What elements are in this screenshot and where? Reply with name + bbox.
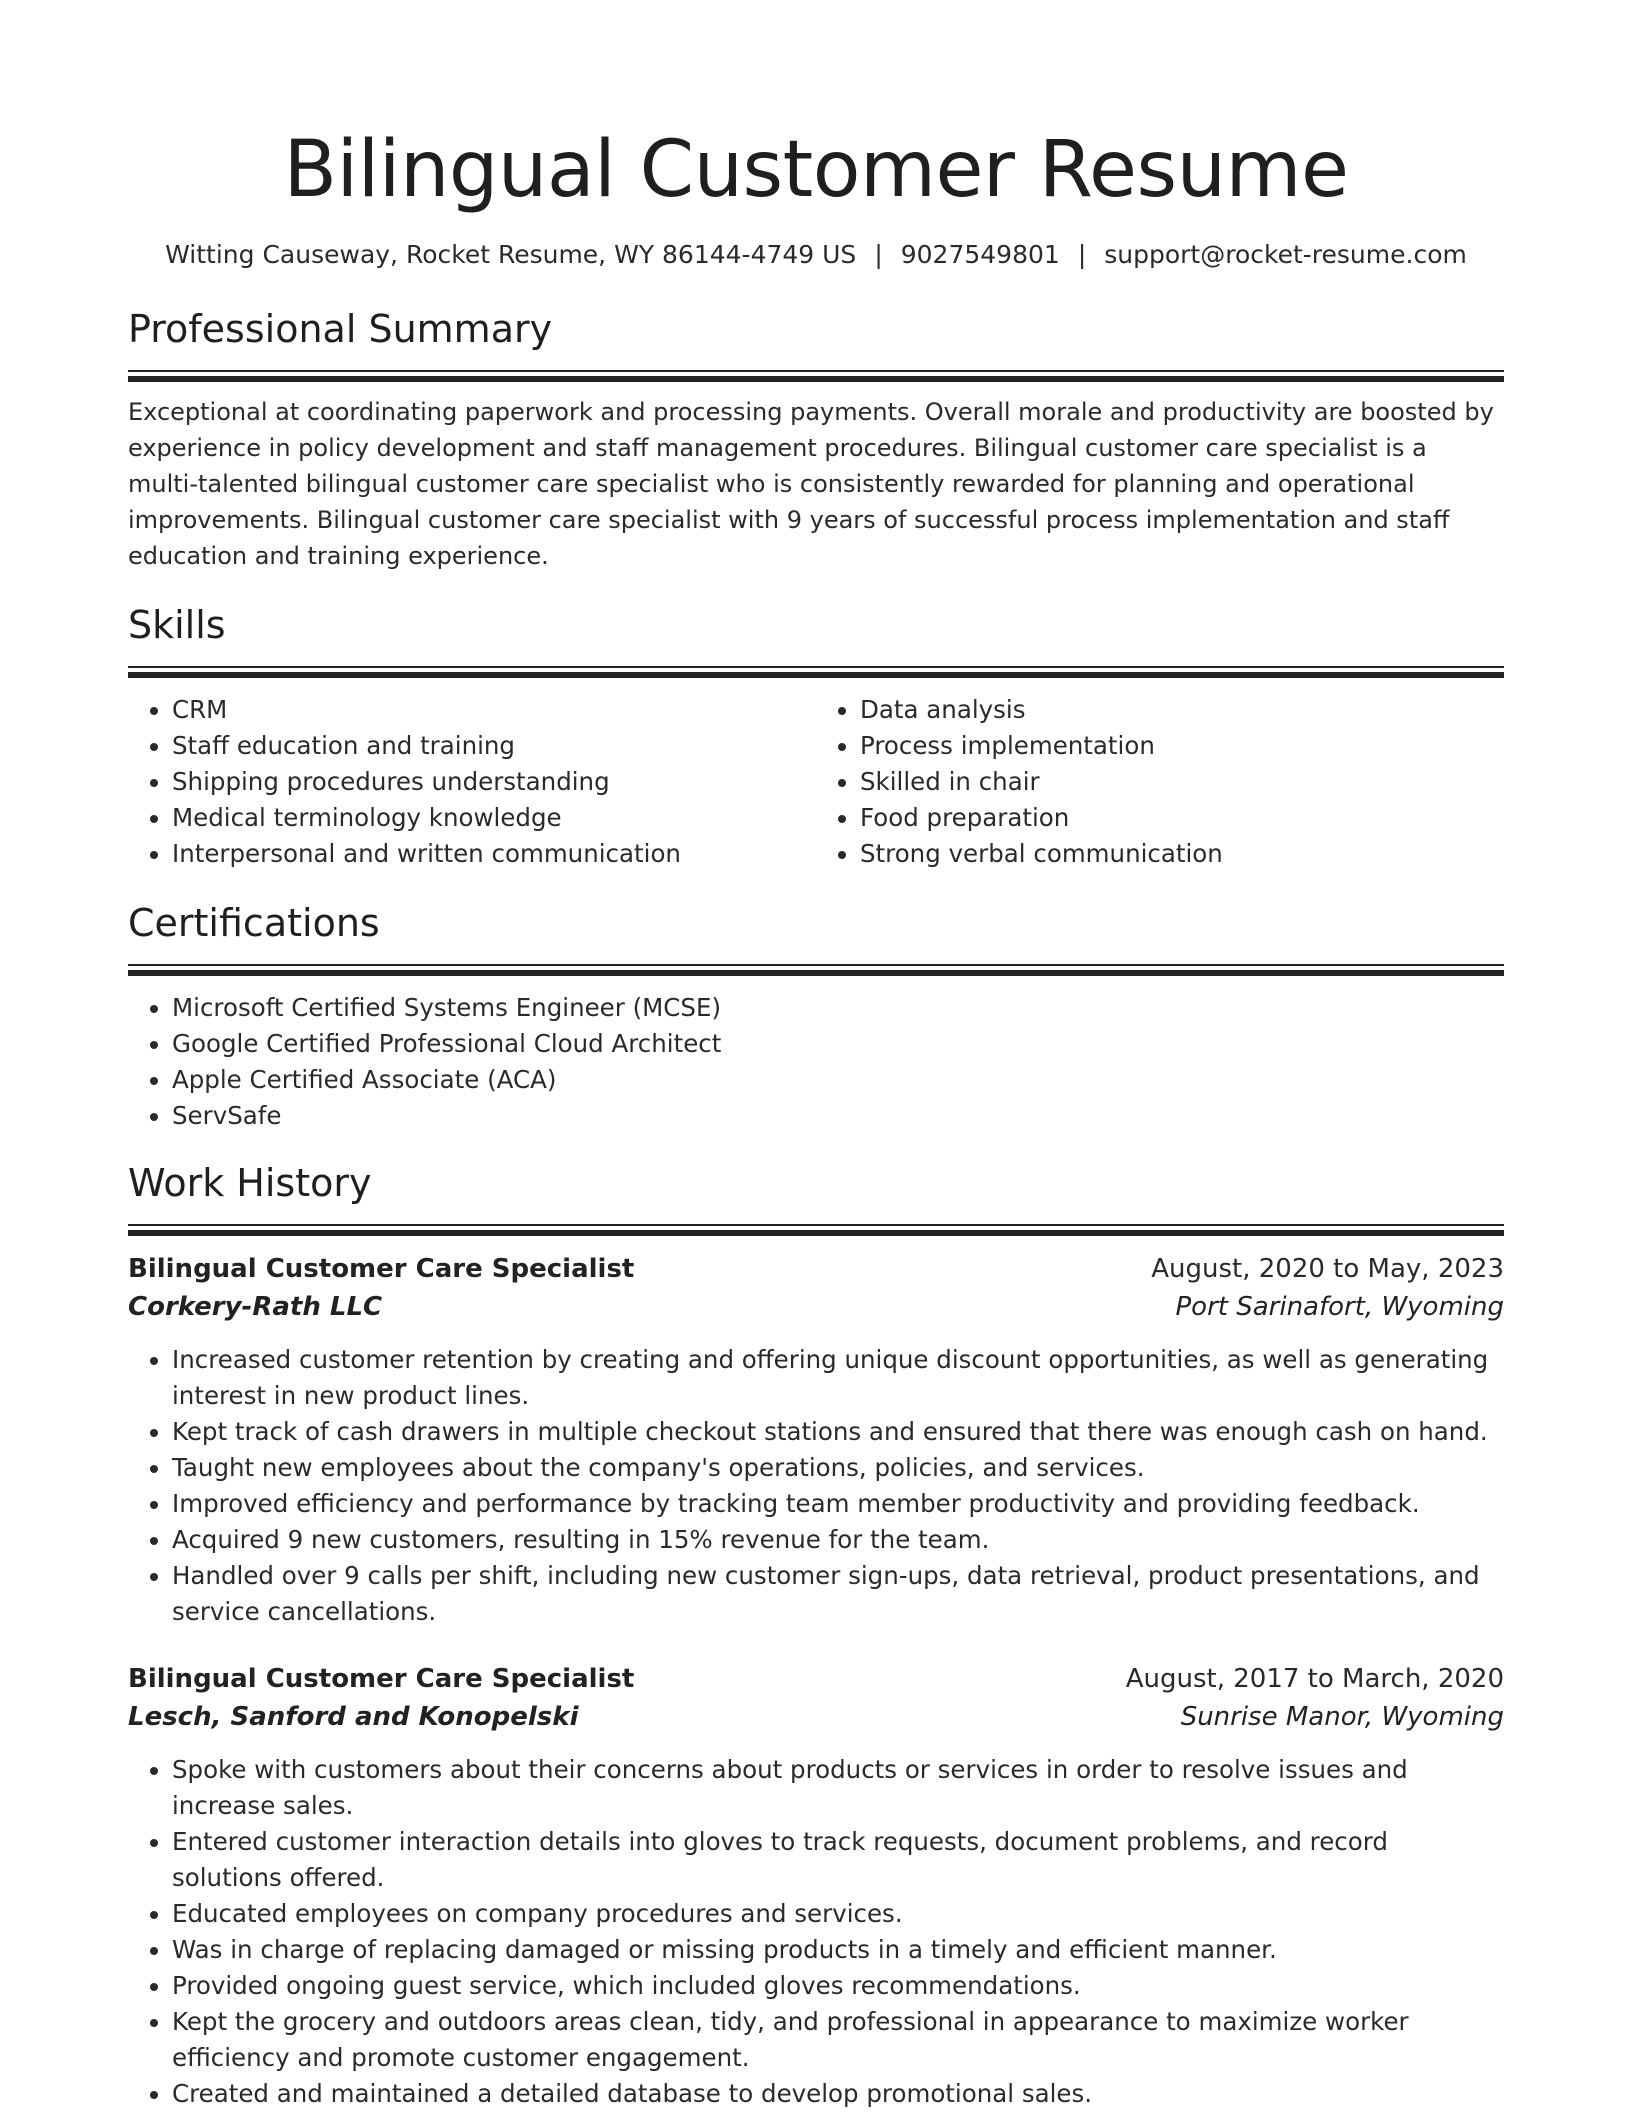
skill-item: • Food preparation	[860, 800, 1504, 836]
skill-item: • Staff education and training	[172, 728, 816, 764]
skill-item: • Skilled in chair	[860, 764, 1504, 800]
contact-line	[128, 238, 1504, 272]
job-header	[128, 1250, 1504, 1288]
certification-item: • Microsoft Certified Systems Engineer (MCSE)	[172, 990, 1504, 1026]
job-bullets	[128, 1342, 1504, 1630]
contact-separator: |	[874, 240, 883, 269]
skills-list-left	[128, 692, 816, 872]
work-history-section	[128, 1158, 1504, 2112]
contact-address: Witting Causeway, Rocket Resume, WY 86144-4749 US	[165, 240, 857, 269]
job-entry	[128, 1250, 1504, 1630]
job-bullet: • Acquired 9 new customers, resulting in 15% revenue for the team.	[172, 1522, 1504, 1558]
skill-item: • Data analysis	[860, 692, 1504, 728]
certification-item: • Google Certified Professional Cloud Architect	[172, 1026, 1504, 1062]
contact-separator: |	[1077, 240, 1087, 269]
contact-email: support@rocket-resume.com	[1104, 240, 1467, 269]
certification-item: • ServSafe	[172, 1098, 1504, 1134]
contact-phone: 9027549801	[900, 240, 1060, 269]
job-bullet: • Increased customer retention by creating and offering unique discount opportunities, as well as generating interest in new product lines.	[172, 1342, 1504, 1414]
skill-item: • Strong verbal communication	[860, 836, 1504, 872]
job-company: Corkery-Rath LLC	[128, 1292, 383, 1322]
summary-section	[128, 304, 1504, 574]
resume-page	[128, 0, 1504, 2112]
job-subheader	[128, 1288, 1504, 1326]
section-rule	[128, 666, 1504, 678]
certification-item: • Apple Certified Associate (ACA)	[172, 1062, 1504, 1098]
section-rule	[128, 964, 1504, 976]
skills-grid	[128, 692, 1504, 872]
section-title-summary: Professional Summary	[128, 307, 553, 351]
job-subheader	[128, 1698, 1504, 1736]
job-title: Bilingual Customer Care Specialist	[128, 1664, 635, 1694]
section-title-work-history: Work History	[128, 1161, 372, 1205]
job-location: Port Sarinafort, Wyoming	[1175, 1292, 1504, 1322]
job-bullet: • Kept the grocery and outdoors areas clean, tidy, and professional in appearance to maximize worker efficiency and promote customer engagement.	[172, 2004, 1504, 2076]
skills-section	[128, 600, 1504, 872]
job-location: Sunrise Manor, Wyoming	[1180, 1702, 1504, 1732]
job-dates: August, 2017 to March, 2020	[1125, 1664, 1504, 1694]
skill-item: • Shipping procedures understanding	[172, 764, 816, 800]
job-bullet: • Created and maintained a detailed database to develop promotional sales.	[172, 2076, 1504, 2112]
skill-item: • Medical terminology knowledge	[172, 800, 816, 836]
skill-item: • Interpersonal and written communication	[172, 836, 816, 872]
skills-list-right	[816, 692, 1504, 872]
job-bullet: • Taught new employees about the company's operations, policies, and services.	[172, 1450, 1504, 1486]
summary-text: Exceptional at coordinating paperwork and processing payments. Overall morale and productivity are boosted by experience in policy development and staff management procedures. Bilingual customer care specialist is a multi-talented bilingual customer care specialist who is consistently rewarded for planning and operational improvements. Bilingual customer care specialist with 9 years of successful process implementation and staff education and training experience.	[128, 398, 1494, 570]
job-bullet: • Provided ongoing guest service, which included gloves recommendations.	[172, 1968, 1504, 2004]
job-entry	[128, 1660, 1504, 2112]
skill-item: • CRM	[172, 692, 816, 728]
certifications-list	[128, 990, 1504, 1134]
job-bullet: • Entered customer interaction details into gloves to track requests, document problems, and record solutions offered.	[172, 1824, 1504, 1896]
job-bullet: • Improved efficiency and performance by tracking team member productivity and providing feedback.	[172, 1486, 1504, 1522]
job-bullets	[128, 1752, 1504, 2112]
section-title-skills: Skills	[128, 603, 226, 647]
section-title-certifications: Certifications	[128, 901, 380, 945]
job-title: Bilingual Customer Care Specialist	[128, 1254, 635, 1284]
job-bullet: • Educated employees on company procedures and services.	[172, 1896, 1504, 1932]
skill-item: • Process implementation	[860, 728, 1504, 764]
job-bullet: • Kept track of cash drawers in multiple checkout stations and ensured that there was enough cash on hand.	[172, 1414, 1504, 1450]
job-bullet: • Handled over 9 calls per shift, including new customer sign-ups, data retrieval, product presentations, and service cancellations.	[172, 1558, 1504, 1630]
job-bullet: • Spoke with customers about their concerns about products or services in order to resolve issues and increase sales.	[172, 1752, 1504, 1824]
job-header	[128, 1660, 1504, 1698]
job-dates: August, 2020 to May, 2023	[1151, 1254, 1504, 1284]
job-bullet: • Was in charge of replacing damaged or missing products in a timely and efficient manner.	[172, 1932, 1504, 1968]
certifications-section	[128, 898, 1504, 1134]
section-rule	[128, 370, 1504, 382]
job-company: Lesch, Sanford and Konopelski	[128, 1702, 579, 1732]
resume-name: Bilingual Customer Resume	[283, 125, 1349, 215]
section-rule	[128, 1224, 1504, 1236]
